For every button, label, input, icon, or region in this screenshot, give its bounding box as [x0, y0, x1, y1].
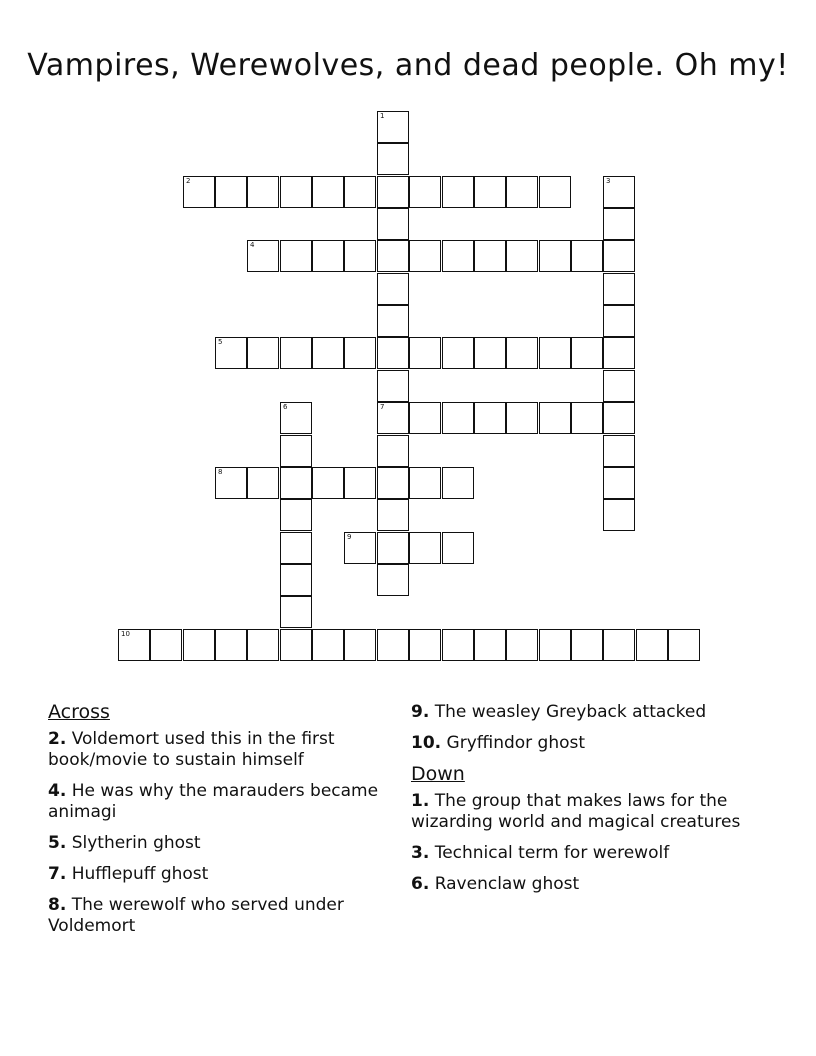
clue-number: 4. [48, 781, 67, 801]
down-heading: Down [411, 763, 465, 785]
grid-cell[interactable] [571, 337, 603, 369]
clue-down-6 [411, 874, 751, 895]
grid-cell[interactable] [603, 629, 635, 661]
clues-right-column [411, 702, 751, 905]
grid-cell[interactable] [442, 337, 474, 369]
grid-cell[interactable] [312, 240, 344, 272]
grid-cell[interactable] [603, 240, 635, 272]
grid-cell[interactable] [442, 402, 474, 434]
clue-number: 8. [48, 895, 67, 915]
cell-number: 5 [218, 338, 223, 346]
clue-number: 6. [411, 874, 430, 894]
grid-cell[interactable] [409, 532, 441, 564]
grid-cell[interactable] [377, 111, 409, 143]
grid-cell[interactable] [312, 467, 344, 499]
grid-cell[interactable] [344, 337, 376, 369]
clue-across-2 [48, 729, 388, 771]
grid-cell[interactable] [377, 532, 409, 564]
grid-cell[interactable] [539, 629, 571, 661]
grid-cell[interactable] [280, 532, 312, 564]
grid-cell[interactable] [377, 176, 409, 208]
grid-cell[interactable] [409, 402, 441, 434]
grid-cell[interactable] [409, 240, 441, 272]
grid-cell[interactable] [442, 176, 474, 208]
clue-text: Voldemort used this in the first book/movie to sustain himself [48, 729, 335, 770]
clue-text: Hufflepuff ghost [71, 864, 209, 884]
grid-cell[interactable] [280, 596, 312, 628]
grid-cell[interactable] [603, 273, 635, 305]
clue-text: Ravenclaw ghost [434, 874, 580, 894]
grid-cell[interactable] [344, 629, 376, 661]
clue-text: The weasley Greyback attacked [434, 702, 707, 722]
cell-number: 6 [283, 403, 288, 411]
clue-number: 7. [48, 864, 67, 884]
grid-cell[interactable] [571, 629, 603, 661]
grid-cell[interactable] [215, 629, 247, 661]
clue-text: He was why the marauders became animagi [48, 781, 379, 822]
grid-cell[interactable] [539, 402, 571, 434]
grid-cell[interactable] [280, 402, 312, 434]
clue-across-8 [48, 895, 388, 937]
grid-cell[interactable] [118, 629, 150, 661]
clue-across-9 [411, 702, 751, 723]
grid-cell[interactable] [183, 176, 215, 208]
clue-across-10 [411, 733, 751, 754]
grid-cell[interactable] [506, 176, 538, 208]
grid-cell[interactable] [377, 337, 409, 369]
clue-down-3 [411, 843, 751, 864]
cell-number: 9 [347, 533, 352, 541]
clue-across-5 [48, 833, 388, 854]
grid-cell[interactable] [280, 176, 312, 208]
grid-cell[interactable] [312, 337, 344, 369]
grid-cell[interactable] [409, 176, 441, 208]
clue-number: 1. [411, 791, 430, 811]
grid-cell[interactable] [506, 629, 538, 661]
grid-cell[interactable] [409, 629, 441, 661]
clue-number: 2. [48, 729, 67, 749]
grid-cell[interactable] [247, 467, 279, 499]
grid-cell[interactable] [280, 629, 312, 661]
grid-cell[interactable] [150, 629, 182, 661]
grid-cell[interactable] [474, 337, 506, 369]
grid-cell[interactable] [442, 240, 474, 272]
clues-left-column [48, 702, 388, 947]
grid-cell[interactable] [247, 176, 279, 208]
grid-cell[interactable] [344, 240, 376, 272]
grid-cell[interactable] [603, 208, 635, 240]
grid-cell[interactable] [377, 208, 409, 240]
cell-number: 3 [606, 177, 611, 185]
clue-text: Gryffindor ghost [446, 733, 586, 753]
grid-cell[interactable] [183, 629, 215, 661]
clue-text: The group that makes laws for the wizarding world and magical creatures [411, 791, 741, 832]
grid-cell[interactable] [571, 402, 603, 434]
grid-cell[interactable] [344, 176, 376, 208]
grid-cell[interactable] [247, 337, 279, 369]
grid-cell[interactable] [603, 370, 635, 402]
grid-cell[interactable] [506, 337, 538, 369]
grid-cell[interactable] [247, 629, 279, 661]
grid-cell[interactable] [215, 337, 247, 369]
grid-cell[interactable] [506, 240, 538, 272]
clue-number: 3. [411, 843, 430, 863]
clue-number: 5. [48, 833, 67, 853]
grid-cell[interactable] [539, 337, 571, 369]
cell-number: 2 [186, 177, 191, 185]
grid-cell[interactable] [280, 435, 312, 467]
grid-cell[interactable] [442, 467, 474, 499]
grid-cell[interactable] [409, 337, 441, 369]
grid-cell[interactable] [377, 240, 409, 272]
clue-text: The werewolf who served under Voldemort [48, 895, 344, 936]
cell-number: 8 [218, 468, 223, 476]
grid-cell[interactable] [280, 337, 312, 369]
grid-cell[interactable] [377, 402, 409, 434]
across-heading: Across [48, 701, 110, 723]
clue-number: 10. [411, 733, 442, 753]
grid-cell[interactable] [506, 402, 538, 434]
cell-number: 1 [380, 112, 385, 120]
grid-cell[interactable] [603, 337, 635, 369]
grid-cell[interactable] [603, 305, 635, 337]
page-title: Vampires, Werewolves, and dead people. Oh my! [27, 48, 789, 83]
clue-across-7 [48, 864, 388, 885]
grid-cell[interactable] [377, 629, 409, 661]
grid-cell[interactable] [377, 143, 409, 175]
grid-cell[interactable] [377, 273, 409, 305]
grid-cell[interactable] [312, 176, 344, 208]
cell-number: 7 [380, 403, 385, 411]
grid-cell[interactable] [442, 532, 474, 564]
grid-cell[interactable] [539, 176, 571, 208]
clue-down-1 [411, 791, 751, 833]
grid-cell[interactable] [377, 564, 409, 596]
grid-cell[interactable] [571, 240, 603, 272]
grid-cell[interactable] [603, 435, 635, 467]
grid-cell[interactable] [377, 435, 409, 467]
grid-cell[interactable] [539, 240, 571, 272]
grid-cell[interactable] [215, 467, 247, 499]
cell-number: 4 [250, 241, 255, 249]
grid-cell[interactable] [409, 467, 441, 499]
grid-cell[interactable] [377, 467, 409, 499]
grid-cell[interactable] [215, 176, 247, 208]
clue-number: 9. [411, 702, 430, 722]
clue-text: Technical term for werewolf [434, 843, 670, 863]
grid-cell[interactable] [474, 629, 506, 661]
grid-cell[interactable] [280, 499, 312, 531]
grid-cell[interactable] [247, 240, 279, 272]
cell-number: 10 [121, 630, 130, 638]
grid-cell[interactable] [312, 629, 344, 661]
grid-cell[interactable] [344, 467, 376, 499]
grid-cell[interactable] [474, 240, 506, 272]
grid-cell[interactable] [474, 176, 506, 208]
grid-cell[interactable] [377, 305, 409, 337]
clue-across-4 [48, 781, 388, 823]
grid-cell[interactable] [280, 467, 312, 499]
grid-cell[interactable] [280, 564, 312, 596]
grid-cell[interactable] [603, 176, 635, 208]
clue-text: Slytherin ghost [71, 833, 201, 853]
grid-cell[interactable] [280, 240, 312, 272]
grid-cell[interactable] [603, 499, 635, 531]
grid-cell[interactable] [603, 402, 635, 434]
grid-cell[interactable] [636, 629, 668, 661]
grid-cell[interactable] [668, 629, 700, 661]
grid-cell[interactable] [344, 532, 376, 564]
grid-cell[interactable] [603, 467, 635, 499]
grid-cell[interactable] [377, 370, 409, 402]
grid-cell[interactable] [377, 499, 409, 531]
grid-cell[interactable] [474, 402, 506, 434]
grid-cell[interactable] [442, 629, 474, 661]
